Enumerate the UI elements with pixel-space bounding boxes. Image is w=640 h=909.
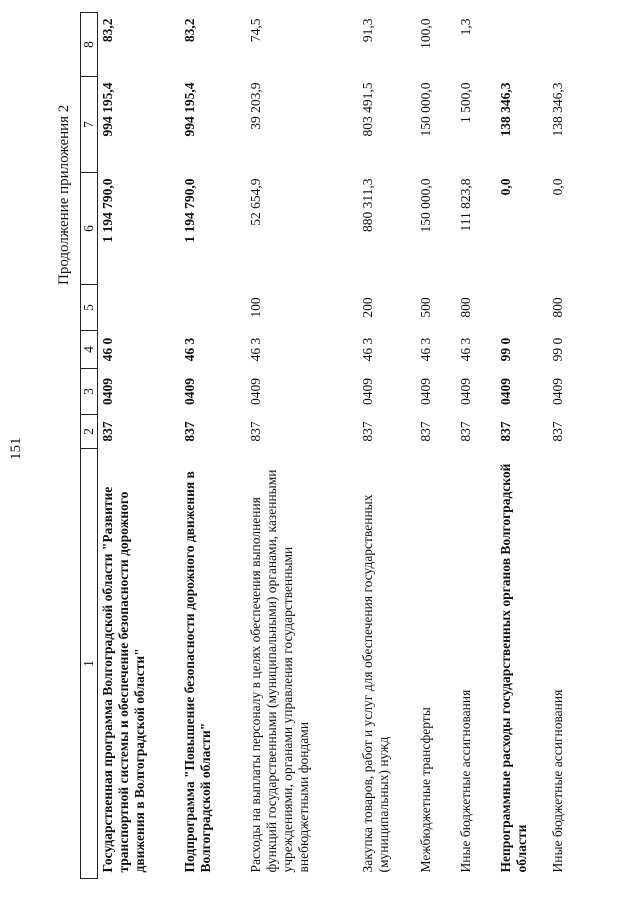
cell-code: 837 [248,421,263,442]
cell-section: 0409 [248,378,263,405]
column-header: 1 [81,449,98,879]
column-header: 8 [81,13,98,77]
row-name: Подпрограмма "Повышение безопасности дорожного движения в Волгоградской области" [182,471,213,873]
cell-code: 837 [550,421,565,442]
cell-actual: 994 195,4 [182,82,197,137]
cell-plan: 150 000,0 [418,178,433,233]
cell-target: 99 0 [498,337,513,362]
table-row [496,13,548,879]
cell-percent: 100,0 [418,18,433,49]
row-name: Иные бюджетные ассигнования [550,689,565,873]
cell-type: 100 [248,297,263,318]
cell-code: 837 [498,421,513,442]
column-header: 3 [81,369,98,415]
cell-type: 200 [360,297,375,318]
cell-type: 800 [550,297,565,318]
cell-code: 837 [100,421,115,442]
cell-section: 0409 [100,378,115,405]
cell-section: 0409 [498,378,513,405]
cell-actual: 138 346,3 [498,82,513,137]
continuation-note: Продолжение приложения 2 [56,104,72,285]
row-name: Межбюджетные трансферты [418,707,433,873]
column-header: 6 [81,173,98,285]
column-number-row [81,13,98,879]
cell-target: 99 0 [550,337,565,362]
cell-section: 0409 [360,378,375,405]
cell-code: 837 [458,421,473,442]
cell-plan: 880 311,3 [360,178,375,232]
row-name: Непрограммные расходы государственных органов Волгоградской области [498,463,529,873]
cell-section: 0409 [418,378,433,405]
cell-plan: 0,0 [550,178,565,196]
row-name: Расходы на выплаты персоналу в целях обеспечения выполнения функций государственными (муниципальными) органами, казенными учреждениями, органами управления государственными внебюджетными фондами [248,469,311,873]
cell-target: 46 0 [100,337,115,362]
cell-actual: 994 195,4 [100,82,115,137]
table-row [456,13,496,879]
cell-target: 46 3 [458,337,473,362]
cell-type: 800 [458,297,473,318]
table-row [358,13,416,879]
cell-section: 0409 [550,378,565,405]
cell-type [496,285,548,331]
cell-section: 0409 [458,378,473,405]
column-header: 4 [81,331,98,369]
cell-plan: 1 194 790,0 [182,178,197,243]
cell-percent [496,13,548,77]
row-name: Государственная программа Волгоградской области "Развитие транспортной системы и обеспечение безопасности дорожного движения в Волгоградской области" [100,486,147,873]
column-header: 2 [81,415,98,449]
column-header: 7 [81,77,98,173]
cell-actual: 39 203,9 [248,82,263,130]
row-name: Иные бюджетные ассигнования [458,689,473,873]
cell-plan: 111 823,8 [458,178,473,232]
cell-type [98,285,181,331]
table-row [246,13,358,879]
cell-code: 837 [182,421,197,442]
cell-percent: 83,2 [182,18,197,43]
page-number: 151 [8,437,24,460]
cell-plan: 0,0 [498,178,513,196]
cell-code: 837 [418,421,433,442]
table-row [98,13,181,879]
cell-percent: 1,3 [458,18,473,36]
table-row [416,13,456,879]
table-row [548,13,580,879]
cell-percent: 91,3 [360,18,375,43]
cell-target: 46 3 [182,337,197,362]
column-header: 5 [81,285,98,331]
cell-type [180,285,246,331]
cell-actual: 138 346,3 [550,82,565,137]
table-row [180,13,246,879]
cell-actual: 1 500,0 [458,82,473,123]
row-name: Закупка товаров, работ и услуг для обеспечения государственных (муниципальных) нужд [360,494,391,873]
cell-actual: 150 000,0 [418,82,433,137]
budget-table [80,12,580,879]
cell-percent [548,13,580,77]
cell-section: 0409 [182,378,197,405]
cell-plan: 52 654,9 [248,178,263,226]
cell-actual: 803 491,5 [360,82,375,137]
cell-target: 46 3 [248,337,263,362]
cell-code: 837 [360,421,375,442]
cell-type: 500 [418,297,433,318]
cell-percent: 83,2 [100,18,115,43]
cell-plan: 1 194 790,0 [100,178,115,243]
cell-target: 46 3 [360,337,375,362]
cell-percent: 74,5 [248,18,263,43]
cell-target: 46 3 [418,337,433,362]
